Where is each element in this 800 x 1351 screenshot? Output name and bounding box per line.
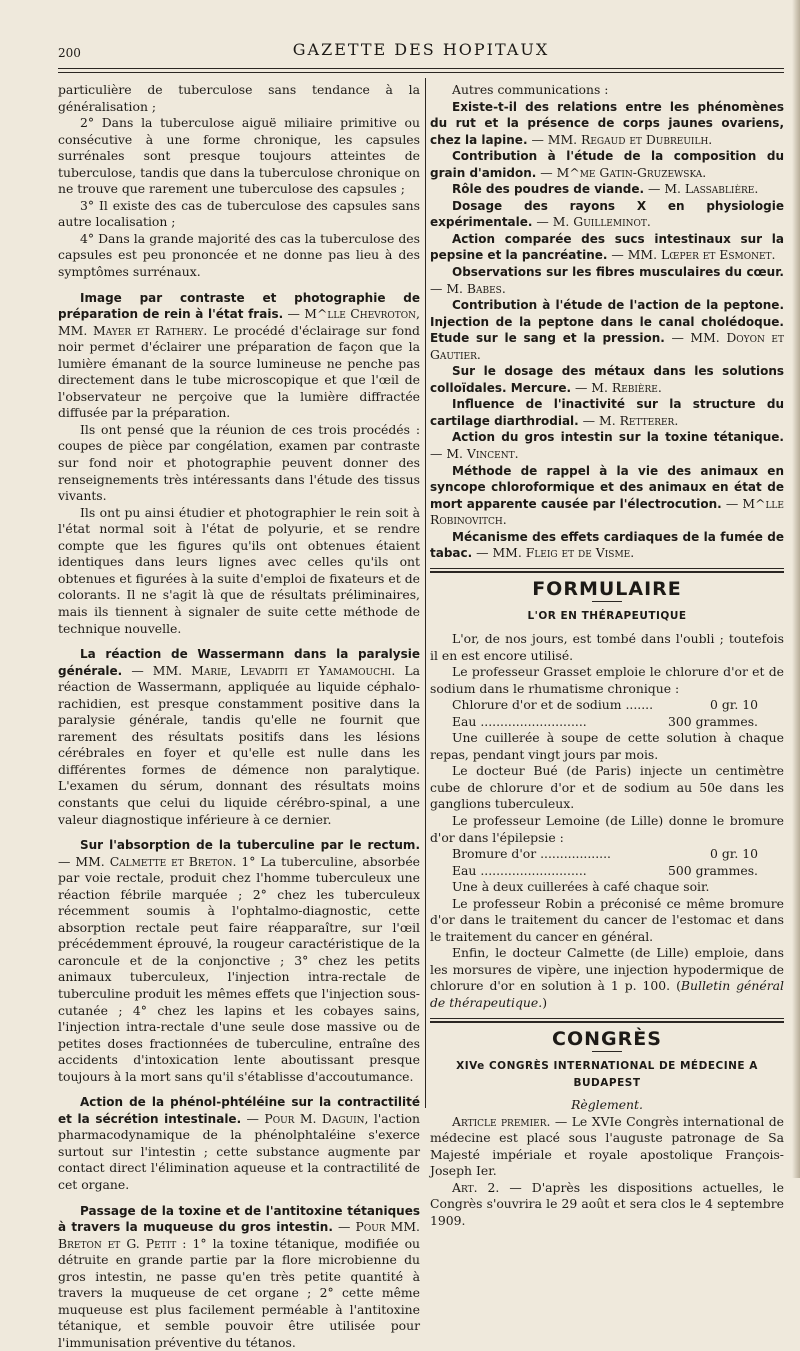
article-premier: [430, 1114, 784, 1180]
paragraph: L'or, de nos jours, est tombé dans l'oubli ; toutefois il en est encore utilisé.: [430, 630, 784, 663]
article-2: [430, 1180, 784, 1230]
communication-title: Dosage des rayons X en physiologie expérimentale.: [430, 198, 784, 230]
paragraph: Le professeur Grasset emploie le chlorure d'or et de sodium dans le rhumatisme chronique :: [430, 664, 784, 696]
communication-authors: — MM. Doyon et Gautier.: [430, 330, 784, 362]
formulaire-subheading: L'OR EN THÉRAPEUTIQUE: [527, 610, 687, 623]
list-item: 4° Dans la grande majorité des cas la tuberculose des capsules est peu prononcée et ne donne pas lieu à des symptômes surrénaux.: [58, 230, 420, 280]
communication-item: [430, 198, 784, 231]
communication-authors: — M. Lassablière.: [644, 181, 759, 197]
article-authors: — MM. Calmette et Breton.: [58, 853, 237, 869]
page-header: [58, 38, 784, 64]
communications-list: [430, 99, 784, 562]
article-text: — Le XVIe Congrès international de médecine est placé sous l'auguste patronage de Sa Majesté impériale et royale apostolique François-Joseph Ier.: [430, 1113, 785, 1179]
prescription-quantity: 300 grammes.: [668, 713, 758, 729]
section-rule: [430, 1018, 784, 1023]
communication-title: Contribution à l'étude de la composition du grain d'amidon.: [430, 149, 784, 180]
communication-title: Contribution à l'étude de l'action de la peptone. Injection de la peptone dans le canal cholédoque. Etude sur le sang et la pression.: [430, 298, 784, 346]
prescription-line: [430, 697, 784, 714]
communication-item: [430, 363, 784, 396]
communication-title: Action comparée des sucs intestinaux sur la pepsine et la pancréatine.: [430, 231, 784, 263]
congres-heading: CONGRÈS: [552, 1027, 662, 1050]
article-authors: — M^lle Chevroton, MM. Mayer et Rathery.: [58, 306, 420, 338]
communication-title: Influence de l'inactivité sur la structure du cartilage diarthrodial.: [430, 397, 784, 428]
article-authors: — Pour M. Daguin,: [241, 1110, 369, 1126]
communication-title: Sur le dosage des métaux dans les solutions colloïdales. Mercure.: [430, 364, 784, 395]
binding-edge: [792, 0, 800, 1178]
communication-item: [430, 297, 784, 363]
communication-item: [430, 429, 784, 462]
communication-item: [430, 463, 784, 529]
left-column: [58, 82, 420, 1351]
communication-authors: — M. Rebière.: [571, 379, 662, 395]
prescription-line: [430, 714, 784, 731]
paragraph: Le professeur Lemoine (de Lille) donne le bromure d'or dans l'épilepsie :: [430, 812, 784, 845]
paragraph: Une à deux cuillerées à café chaque soir.: [452, 879, 710, 895]
communication-authors: — M. Guilleminot.: [532, 214, 651, 230]
prescription-line: [430, 846, 784, 863]
prescription-quantity: 500 grammes.: [668, 862, 758, 878]
article-phenolphtaleine: [58, 1094, 420, 1193]
communication-authors: — M^me Gatin-Gruzewska.: [536, 164, 707, 180]
paragraph-calmette: [430, 945, 784, 1011]
prescription-ingredient: Bromure d'or ..................: [452, 846, 611, 862]
article-label: Article premier.: [452, 1113, 551, 1129]
prescription-quantity: 0 gr. 10: [710, 846, 758, 862]
article-text: La réaction de Wassermann, appliquée au liquide céphalo-rachidien, est presque constamment positive dans la paralysie générale, tandis qu'elle ne fournit que rarement des résultats positifs dans les lésions cérébrales en foyer et qu'elle est nulle dans les différentes formes de démence non paralytique. L'examen du sérum, donnant des résultats moins constants que celui du liquide cérébro-spinal, a une valeur diagnostique inférieure à ce dernier.: [58, 662, 420, 827]
section-rule: [430, 568, 784, 573]
communication-authors: — M. Vincent.: [430, 446, 519, 462]
article-title: Image par contraste et photographie de préparation de rein à l'état frais.: [58, 290, 420, 322]
prescription-quantity: 0 gr. 10: [710, 697, 758, 713]
congres-subheading: XIVe CONGRÈS INTERNATIONAL DE MÉDECINE A BUDAPEST: [456, 1060, 758, 1089]
divider: [592, 601, 622, 602]
communication-item: [430, 148, 784, 181]
article-title: La réaction de Wassermann dans la paralysie générale.: [58, 647, 420, 678]
article-title: Passage de la toxine et de l'antitoxine tétaniques à travers la muqueuse du gros intestin.: [58, 1203, 420, 1235]
communication-title: Rôle des poudres de viande.: [452, 182, 645, 197]
prescription-line: [430, 863, 784, 880]
communication-item: [430, 231, 784, 264]
article-wassermann: [58, 646, 420, 828]
communication-authors: — MM. Fleig et de Visme.: [472, 545, 635, 561]
communication-item: [430, 529, 784, 562]
paragraph-text-end: ): [542, 994, 548, 1010]
communication-authors: — MM. Lœper et Esmonet.: [607, 247, 776, 263]
prescription-ingredient: Chlorure d'or et de sodium .......: [452, 697, 654, 713]
paragraph: Une cuillerée à soupe de cette solution à chaque repas, pendant vingt jours par mois.: [430, 730, 784, 762]
communication-item: [430, 396, 784, 429]
list-item: 3° Il existe des cas de tuberculose des capsules sans autre localisation ;: [58, 197, 420, 230]
article-text: — D'après les dispositions actuelles, le Congrès s'ouvrira le 29 août et sera clos le 4 septembre 1909.: [430, 1179, 784, 1228]
article-text: 1° La tuberculine, absorbée par voie rectale, produit chez l'homme tuberculeux une réaction fébrile marquée ; 2° chez les tuberculeux récemment soumis à l'ophtalmo-diagnostic, cette absorption rectale peut faire réapparaître, sur l'œil précédemment éprouvé, la rougeur caractéristique de la caroncule et de la conjonctive ; 3° chez les petits animaux tuberculeux, l'injection intra-rectale de tuberculine produit les mêmes effets que l'injection sous-cutanée ; 4° chez les lapins et les cobayes sains, l'injection intra-rectale d'une seule dose massive ou de petites doses fractionnées de tuberculine, entraîne des accidents d'intoxication lente aboutissant presque toujours à la mort sans qu'il s'établisse d'accoutumance.: [58, 853, 420, 1084]
formulaire-heading: FORMULAIRE: [532, 577, 682, 600]
paragraph: Ils ont pensé que la réunion de ces trois procédés : coupes de pièce par congélation, examen par contraste sur fond noir et photographie peuvent donner des renseignements très intéressants dans l'étude des tissus vivants.: [58, 421, 420, 504]
journal-title: GAZETTE DES HOPITAUX: [292, 40, 550, 59]
article-tuberculine: [58, 837, 420, 1085]
communication-title: Action du gros intestin sur la toxine tétanique.: [452, 430, 784, 445]
autres-communications: Autres communications :: [452, 82, 609, 97]
page-number: 200: [58, 46, 81, 60]
article-toxine: [58, 1203, 420, 1351]
communication-item: [430, 181, 784, 198]
column-divider: [425, 78, 426, 1108]
communication-authors: — MM. Regaud et Dubreuilh.: [527, 131, 713, 147]
communication-title: Méthode de rappel à la vie des animaux en syncope chloroformique et des animaux en état de mort apparente causée par l'électrocution.: [430, 463, 784, 511]
communication-title: Observations sur les fibres musculaires du cœur.: [452, 265, 784, 280]
paragraph-text: Enfin, le docteur Calmette (de Lille) emploie, dans les morsures de vipère, une injection hypodermique de chlorure d'or en solution à 1 p. 100. (: [430, 945, 784, 994]
article-label: Art. 2.: [452, 1179, 500, 1195]
divider: [592, 1051, 622, 1052]
communication-title: Mécanisme des effets cardiaques de la fumée de tabac.: [430, 529, 784, 561]
list-item: 2° Dans la tuberculose aiguë miliaire primitive ou consécutive à une forme chronique, les capsules surrénales sont presque toujours atteintes de tuberculose, tandis que dans la tuberculose chronique on ne trouve que rarement une tuberculose des capsules ;: [58, 115, 420, 197]
communication-item: [430, 99, 784, 149]
article-title: Sur l'absorption de la tuberculine par le rectum.: [80, 838, 420, 853]
paragraph: Le docteur Bué (de Paris) injecte un centimètre cube de chlorure d'or et de sodium au 50e dans les ganglions tuberculeux.: [430, 763, 784, 812]
intro-line: particulière de tuberculose sans tendance à la généralisation ;: [58, 82, 420, 114]
article-authors: — MM. Marie, Levaditi et Yamamouchi.: [122, 662, 396, 678]
communication-item: [430, 264, 784, 297]
paragraph: Le professeur Robin a préconisé ce même bromure d'or dans le traitement du cancer de l'estomac et dans le traitement du cancer en général.: [430, 895, 784, 944]
article-text: Le procédé d'éclairage sur fond noir permet d'éclairer une préparation de façon que la lumière émanant de la source lumineuse ne penche pas directement dans le tube microscopique et que l'œil de l'observateur ne perçoive que la lumière diffractée diffusée par la préparation.: [58, 322, 420, 421]
article-text: l'action pharmacodynamique de la phénolphtaléine s'exerce surtout sur l'intestin ; cette substance augmente par contact direct l'élimination aqueuse et la contractilité de cet organe.: [58, 1110, 420, 1192]
communication-authors: — M. Babes.: [430, 280, 506, 296]
article-image-contraste: [58, 290, 420, 422]
communication-authors: — M. Retterer.: [578, 412, 679, 428]
citation: Bulletin général de thérapeutique.: [430, 978, 784, 1010]
article-authors: — Pour MM. Breton et G. Petit :: [58, 1219, 420, 1251]
article-text: 1° la toxine tétanique, modifiée ou détruite en grande partie par la flore microbienne du gros intestin, ne passe qu'en très petite quantité à travers la muqueuse de cet organe ; 2° cette même muqueuse est plus facilement perméable à l'antitoxine tétanique, et semble pouvoir être utilisée pour l'immunisation préventive du tétanos.: [58, 1235, 421, 1350]
article-title: Action de la phénol-phtéléine sur la contractilité et la sécrétion intestinale.: [58, 1095, 420, 1126]
communication-authors: — M^lle Robinovitch.: [430, 495, 784, 528]
paragraph: Ils ont pu ainsi étudier et photographier le rein soit à l'état normal soit à l'état de polyurie, et se rendre compte que les figures qu'ils ont obtenues étaient identiques dans leurs lignes avec celles qu'ils ont obtenues et figurées à la suite d'emploi de fixateurs et de colorants. Il ne s'agit là que de résultats préliminaires, mais ils tiennent à signaler de suite cette méthode de technique nouvelle.: [58, 504, 420, 636]
communication-title: Existe-t-il des relations entre les phénomènes du rut et la présence de corps jaunes ovariens, chez la lapine.: [430, 99, 784, 147]
prescription-ingredient: Eau ...........................: [452, 862, 587, 878]
right-column: [430, 82, 784, 1230]
header-rule: [58, 68, 784, 69]
prescription-ingredient: Eau ...........................: [452, 713, 587, 729]
reglement-label: Règlement.: [571, 1097, 643, 1113]
header-rule-2: [58, 72, 784, 73]
